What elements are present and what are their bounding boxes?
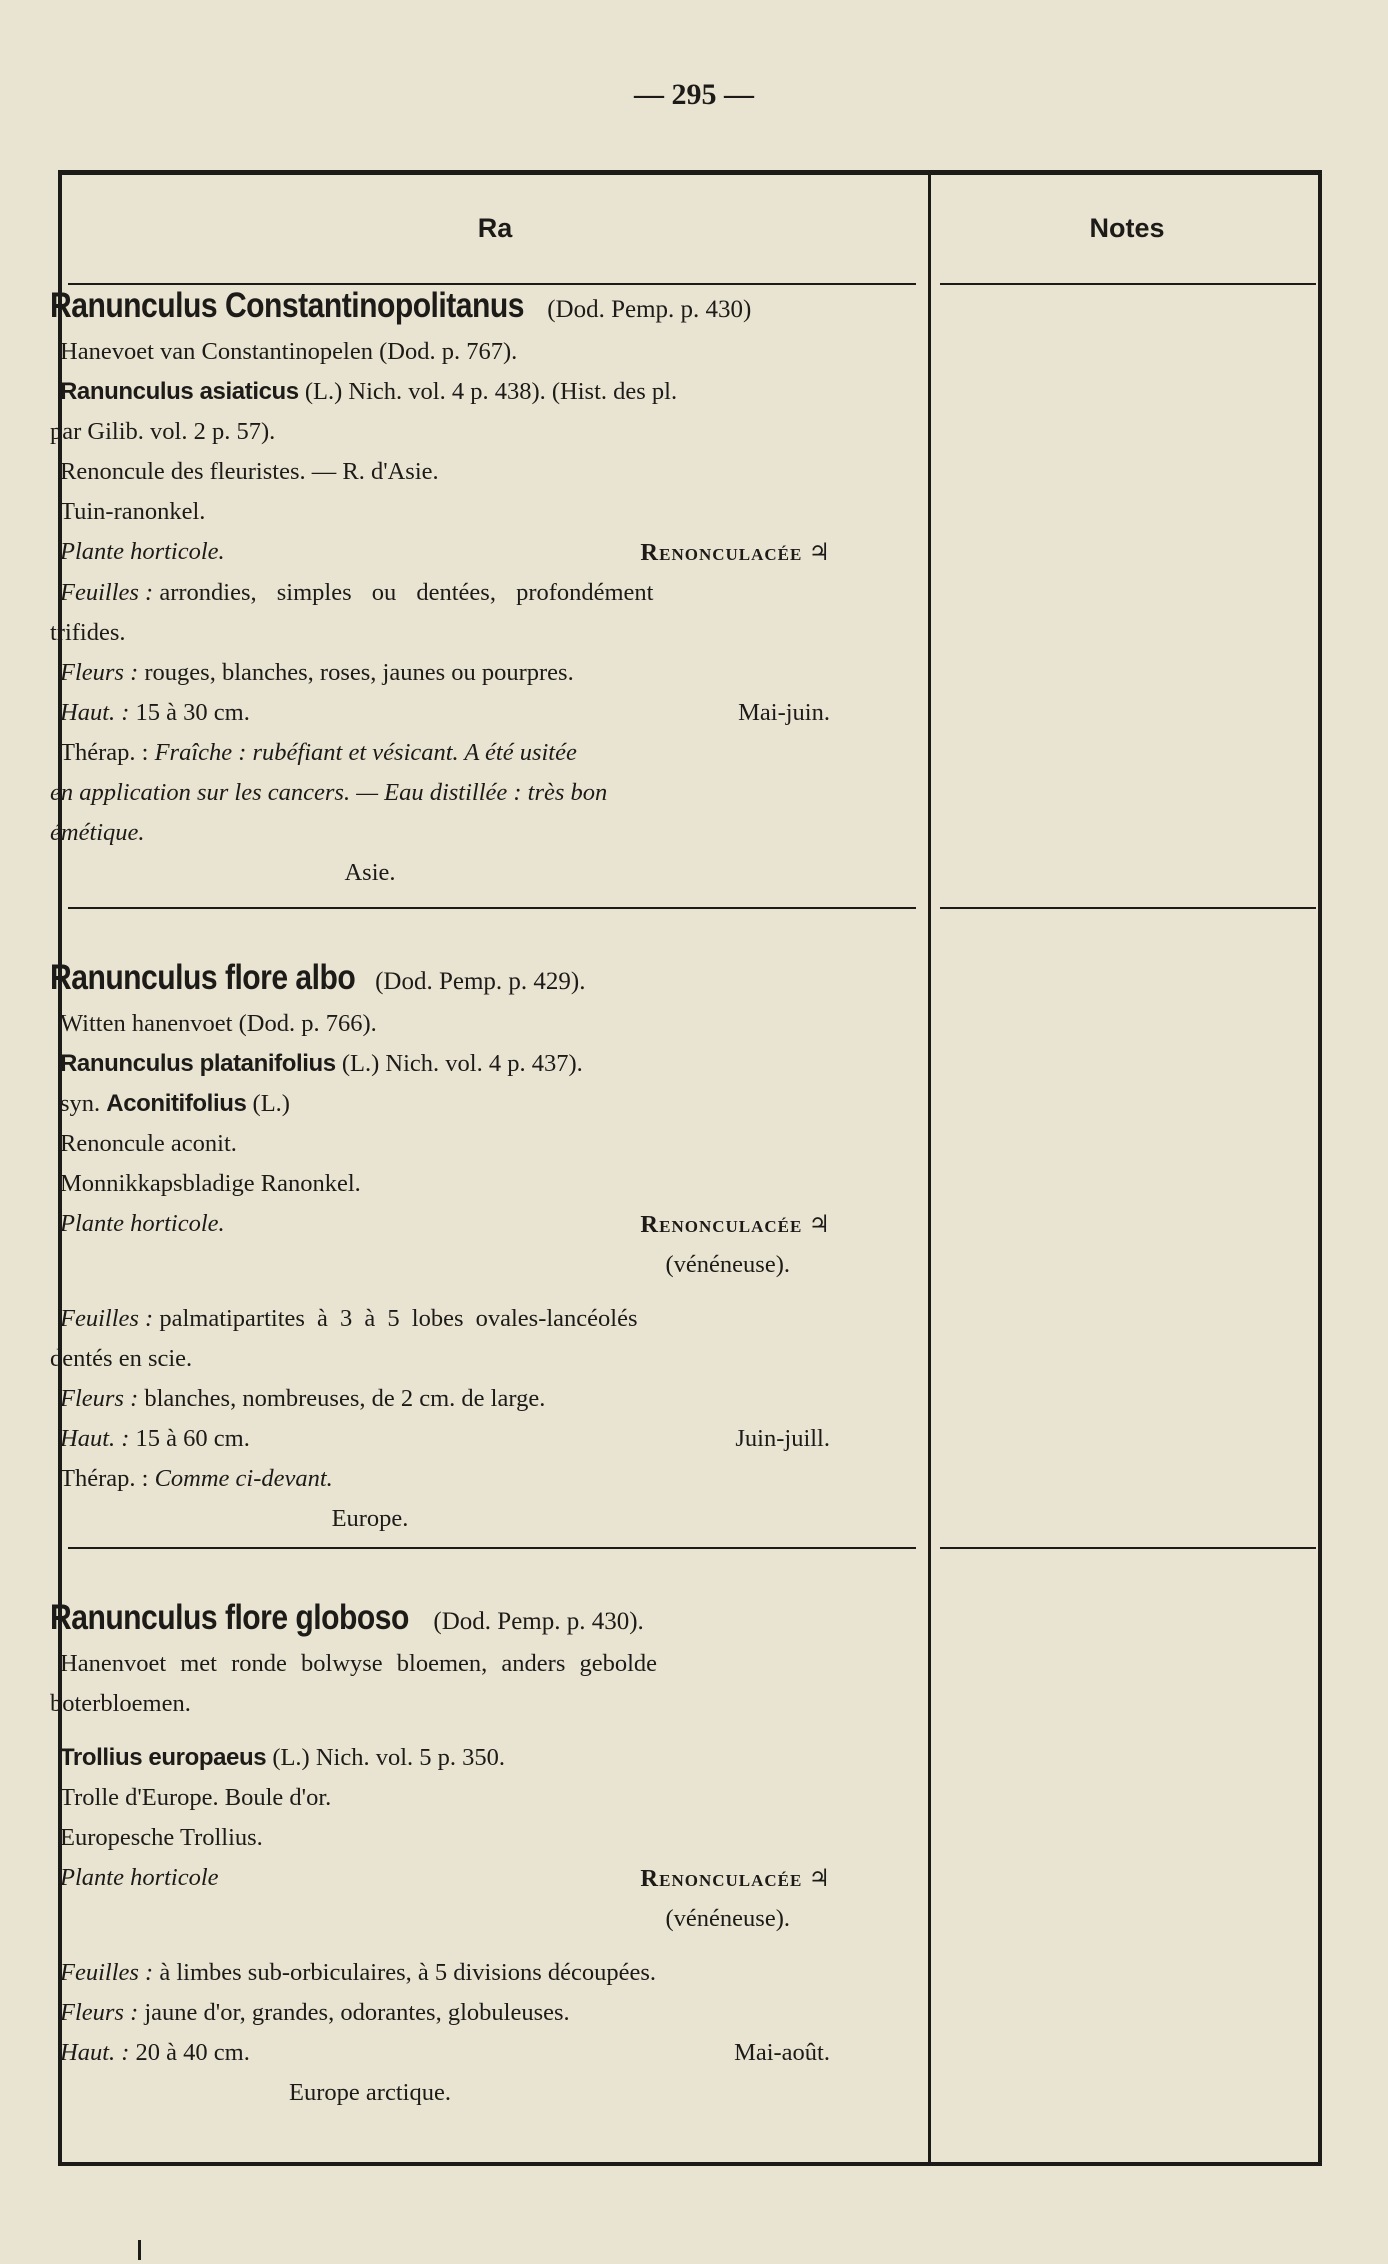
leaves-line bbox=[50, 573, 860, 613]
therapy-text-continued-2: émétique. bbox=[50, 819, 145, 846]
leaves-label: Feuilles : bbox=[60, 1959, 154, 1986]
row-rule-2-left bbox=[68, 1547, 916, 1549]
flowers-text: blanches, nombreuses, de 2 cm. de large. bbox=[144, 1385, 546, 1412]
height-line bbox=[50, 2033, 860, 2073]
leaves-label: Feuilles : bbox=[60, 1305, 154, 1332]
flowers-label: Fleurs : bbox=[60, 1999, 139, 2026]
plant-type-line bbox=[50, 1858, 860, 1899]
common-name-fr: Trolle d'Europe. Boule d'or. bbox=[60, 1784, 332, 1811]
flowers-label: Fleurs : bbox=[60, 1385, 139, 1412]
synonym-line bbox=[50, 1738, 860, 1778]
perennial-symbol: ♃ bbox=[808, 538, 830, 566]
family: Renonculacée bbox=[640, 1211, 803, 1238]
synonym-2-prefix: syn. bbox=[60, 1090, 101, 1117]
entry-title-line bbox=[50, 286, 860, 330]
common-name-nl: Monnikkapsbladige Ranonkel. bbox=[60, 1170, 361, 1197]
height-line bbox=[50, 1419, 860, 1459]
common-name-nl: Tuin-ranonkel. bbox=[60, 498, 206, 525]
leaves-text: à limbes sub-orbiculaires, à 5 divisions découpées. bbox=[159, 1959, 657, 1986]
plant-type: Plante horticole bbox=[60, 1864, 219, 1891]
synonym-2-name: Aconitifolius bbox=[106, 1090, 247, 1117]
leaves-line bbox=[50, 1299, 860, 1339]
entry-title-ref: (Dod. Pemp. p. 430) bbox=[547, 296, 752, 323]
height-label: Haut. : bbox=[60, 699, 130, 726]
plant-type: Plante horticole. bbox=[60, 538, 225, 565]
flowering-season: Mai-août. bbox=[734, 2039, 830, 2066]
flowers-line bbox=[50, 1993, 860, 2033]
therapy-text: Fraîche : rubéfiant et vésicant. A été usitée bbox=[154, 739, 577, 766]
entry-title: Ranunculus flore globoso bbox=[50, 1598, 409, 1637]
therapy-line bbox=[50, 733, 860, 773]
dutch-name: Hanenvoet met ronde bolwyse bloemen, anders gebolde bbox=[60, 1650, 658, 1677]
common-name-fr: Renoncule des fleuristes. — R. d'Asie. bbox=[60, 458, 439, 485]
synonym-2-ref: (L.) bbox=[252, 1090, 290, 1117]
plant-type: Plante horticole. bbox=[60, 1210, 225, 1237]
family: Renonculacée bbox=[640, 1865, 803, 1892]
entry-title-line bbox=[50, 958, 860, 1002]
row-rule-1-left bbox=[68, 907, 916, 909]
synonym-ref: (L.) Nich. vol. 4 p. 438). (Hist. des pl. bbox=[304, 378, 678, 405]
page-number: — 295 — bbox=[634, 78, 754, 111]
flowers-text: jaune d'or, grandes, odorantes, globuleuses. bbox=[144, 1999, 570, 2026]
common-name-nl: Europesche Trollius. bbox=[60, 1824, 263, 1851]
synonym-ref: (L.) Nich. vol. 5 p. 350. bbox=[272, 1744, 506, 1771]
therapy-line bbox=[50, 1459, 860, 1499]
flowers-text: rouges, blanches, roses, jaunes ou pourpres. bbox=[144, 659, 574, 686]
toxicity: (vénéneuse). bbox=[665, 1905, 790, 1932]
synonym-2-line bbox=[50, 1084, 860, 1124]
entry-constantinopolitanus bbox=[50, 286, 860, 893]
height-text: 15 à 30 cm. bbox=[135, 699, 250, 726]
therapy-label: Thérap. : bbox=[60, 739, 149, 766]
dutch-name: Witten hanenvoet (Dod. p. 766). bbox=[60, 1010, 377, 1037]
height-text: 20 à 40 cm. bbox=[135, 2039, 250, 2066]
leaves-text-continued: trifides. bbox=[50, 619, 126, 646]
origin: Europe arctique. bbox=[289, 2079, 451, 2106]
flowers-label: Fleurs : bbox=[60, 659, 139, 686]
origin: Asie. bbox=[344, 859, 396, 886]
entry-flore-globoso bbox=[50, 1598, 860, 2113]
synonym-line bbox=[50, 1044, 860, 1084]
dutch-name-continued: boterbloemen. bbox=[50, 1690, 191, 1717]
synonym-name: Ranunculus asiaticus bbox=[60, 378, 299, 405]
therapy-text-continued: en application sur les cancers. — Eau distillée : très bon bbox=[50, 779, 608, 806]
leaves-text: palmatipartites à 3 à 5 lobes ovales-lancéolés bbox=[159, 1305, 638, 1332]
height-label: Haut. : bbox=[60, 1425, 130, 1452]
height-text: 15 à 60 cm. bbox=[135, 1425, 250, 1452]
therapy-text: Comme ci-devant. bbox=[154, 1465, 333, 1492]
header-rule-right bbox=[940, 283, 1316, 285]
entry-title-ref: (Dod. Pemp. p. 430). bbox=[433, 1608, 644, 1635]
row-rule-2-right bbox=[940, 1547, 1316, 1549]
synonym-name: Trollius europaeus bbox=[60, 1744, 267, 1771]
header-rule-left bbox=[68, 283, 916, 285]
synonym-line bbox=[50, 372, 860, 412]
common-name-fr: Renoncule aconit. bbox=[60, 1130, 237, 1157]
plant-type-line bbox=[50, 532, 860, 573]
column-header-ra: Ra bbox=[477, 213, 513, 243]
toxicity: (vénéneuse). bbox=[665, 1251, 790, 1278]
flowering-season: Mai-juin. bbox=[738, 699, 830, 726]
row-rule-1-right bbox=[940, 907, 1316, 909]
column-header-notes: Notes bbox=[1089, 213, 1165, 243]
flowers-line bbox=[50, 1379, 860, 1419]
synonym-ref-continued: par Gilib. vol. 2 p. 57). bbox=[50, 418, 276, 445]
column-divider bbox=[928, 175, 931, 2162]
origin: Europe. bbox=[331, 1505, 409, 1532]
perennial-symbol: ♃ bbox=[808, 1864, 830, 1892]
leaves-label: Feuilles : bbox=[60, 579, 154, 606]
synonym-ref: (L.) Nich. vol. 4 p. 437). bbox=[341, 1050, 583, 1077]
perennial-symbol: ♃ bbox=[808, 1210, 830, 1238]
entry-title-ref: (Dod. Pemp. p. 429). bbox=[375, 968, 586, 995]
leaves-line bbox=[50, 1953, 860, 1993]
therapy-label: Thérap. : bbox=[60, 1465, 149, 1492]
entry-title-line bbox=[50, 1598, 860, 1642]
height-label: Haut. : bbox=[60, 2039, 130, 2066]
family: Renonculacée bbox=[640, 539, 803, 566]
leaves-text-continued: dentés en scie. bbox=[50, 1345, 193, 1372]
synonym-name: Ranunculus platanifolius bbox=[60, 1050, 336, 1077]
height-line bbox=[50, 693, 860, 733]
entry-title: Ranunculus Constantinopolitanus bbox=[50, 286, 524, 325]
dutch-name: Hanevoet van Constantinopelen (Dod. p. 767). bbox=[60, 338, 518, 365]
plant-type-line bbox=[50, 1204, 860, 1245]
leaves-text: arrondies, simples ou dentées, profondément bbox=[159, 579, 654, 606]
entry-flore-albo bbox=[50, 958, 860, 1539]
ink-mark bbox=[138, 2240, 141, 2260]
entry-title: Ranunculus flore albo bbox=[50, 958, 356, 997]
flowers-line bbox=[50, 653, 860, 693]
flowering-season: Juin-juill. bbox=[735, 1425, 830, 1452]
